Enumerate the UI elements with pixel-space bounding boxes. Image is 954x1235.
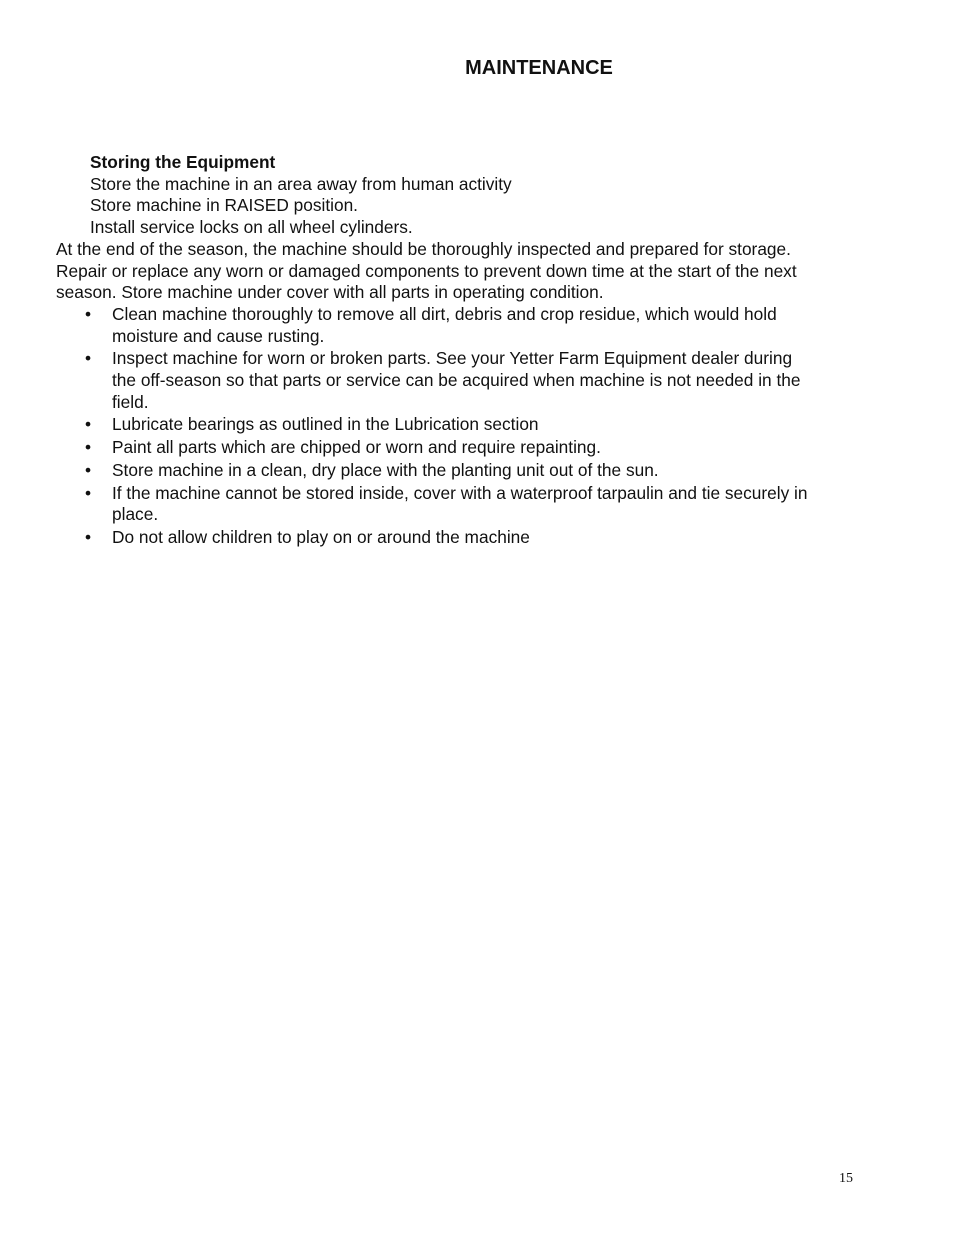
bullet-icon: • bbox=[85, 526, 92, 547]
list-item-text: Do not allow children to play on or around the machine bbox=[112, 526, 530, 547]
section-heading: Storing the Equipment bbox=[90, 152, 276, 172]
list-item bbox=[56, 460, 816, 482]
list-item-text: Clean machine thoroughly to remove all dirt, debris and crop residue, which would hold moisture and cause rusting. bbox=[112, 303, 777, 346]
list-item-text: If the machine cannot be stored inside, cover with a waterproof tarpaulin and tie securely in place. bbox=[112, 482, 808, 525]
bullet-icon: • bbox=[85, 482, 92, 503]
page-title: MAINTENANCE bbox=[465, 57, 613, 79]
bullet-icon: • bbox=[85, 437, 92, 458]
list-item-text: Store machine in a clean, dry place with the planting unit out of the sun. bbox=[112, 459, 659, 480]
storage-instruction: Store the machine in an area away from human activity bbox=[90, 173, 512, 194]
list-item bbox=[56, 414, 816, 436]
list-item bbox=[56, 527, 816, 549]
bullet-icon: • bbox=[85, 348, 92, 369]
intro-paragraph: At the end of the season, the machine should be thoroughly inspected and prepared for storage. Repair or replace any worn or damaged components to prevent down time at the start of the next season. Store machine under cover with all parts in operating condition. bbox=[56, 238, 797, 303]
page-number: 15 bbox=[839, 1171, 853, 1186]
bullet-icon: • bbox=[85, 459, 92, 480]
list-item bbox=[56, 437, 816, 459]
list-item-text: Lubricate bearings as outlined in the Lubrication section bbox=[112, 414, 539, 435]
storage-section bbox=[56, 152, 816, 550]
storage-checklist bbox=[56, 304, 816, 549]
bullet-icon: • bbox=[85, 303, 92, 324]
storage-instruction: Install service locks on all wheel cylinders. bbox=[90, 217, 413, 238]
list-item-text: Inspect machine for worn or broken parts. See your Yetter Farm Equipment dealer during the off-season so that parts or service can be acquired when machine is not needed in the field. bbox=[112, 348, 801, 412]
bullet-icon: • bbox=[85, 414, 92, 435]
list-item bbox=[56, 304, 816, 347]
storage-instruction: Store machine in RAISED position. bbox=[90, 195, 358, 216]
list-item bbox=[56, 348, 816, 413]
list-item bbox=[56, 483, 816, 526]
list-item-text: Paint all parts which are chipped or worn and require repainting. bbox=[112, 437, 601, 458]
